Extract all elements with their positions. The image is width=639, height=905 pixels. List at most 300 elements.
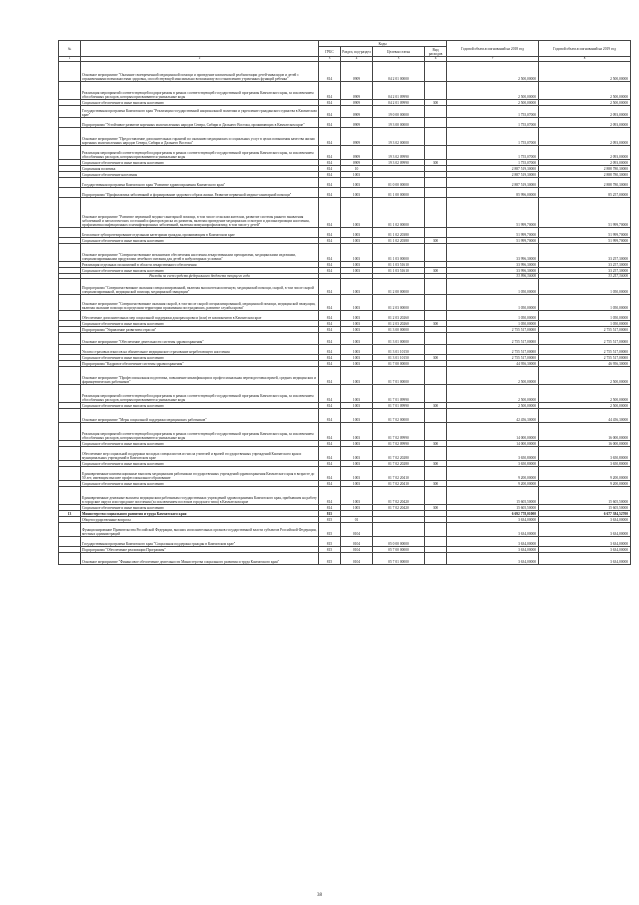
row-grbs: 814 [319, 228, 341, 238]
row-name: Социальное обеспечение и иные выплаты населению [81, 441, 319, 447]
row-amount-2018: 1 755,07000 [447, 118, 539, 128]
row-section: 1003 [341, 367, 373, 385]
row-section: 0909 [341, 62, 373, 82]
row-grbs: 815 [319, 547, 341, 553]
row-target: 19 3 02 09990 [373, 146, 425, 160]
row-grbs: 814 [319, 441, 341, 447]
row-expense-type: 300 [425, 461, 447, 467]
row-target: 01 7 01 09990 [373, 385, 425, 403]
row-grbs: 814 [319, 333, 341, 345]
page-number: 38 [317, 893, 322, 898]
row-amount-2019: 16 000,00000 [539, 441, 631, 447]
table-row [59, 146, 631, 160]
row-number [59, 487, 81, 505]
row-section: 1003 [341, 244, 373, 262]
row-grbs: 814 [319, 423, 341, 441]
row-section: 0909 [341, 118, 373, 128]
row-section: 1003 [341, 262, 373, 268]
row-number [59, 62, 81, 82]
row-expense-type [425, 198, 447, 228]
row-expense-type [425, 345, 447, 355]
row-amount-2019: 2 500,00000 [539, 62, 631, 82]
table-row [59, 106, 631, 118]
row-grbs: 814 [319, 505, 341, 511]
row-section: 1003 [341, 481, 373, 487]
row-number [59, 423, 81, 441]
row-name: Социальное обеспечение и иные выплаты населению [81, 403, 319, 409]
row-amount-2019: 1 050,00000 [539, 311, 631, 321]
row-name: Единовременные денежные выплаты медицинским работникам государственных учреждений здравоохранения Камчатского края, прибывшим на работу в городские округа или городские поселения (за исключением поселков городского типа) в Камчатском крае [81, 487, 319, 505]
row-name: Социальное обеспечение и иные выплаты населению [81, 160, 319, 166]
header-section: Раздел, под-раздел [341, 47, 373, 57]
row-amount-2018: 1 050,00000 [447, 295, 539, 311]
index-cell: 8 [539, 57, 631, 62]
header-grbs: ГРБС [319, 47, 341, 57]
row-expense-type [425, 62, 447, 82]
row-amount-2019: 2 093,00000 [539, 146, 631, 160]
row-section: 1003 [341, 279, 373, 295]
row-expense-type [425, 537, 447, 547]
row-number [59, 385, 81, 403]
row-name: Подпрограмма "Обеспечение реализации Программы" [81, 547, 319, 553]
row-amount-2018: 33 996,30000 [447, 274, 539, 279]
row-amount-2019: 2 755 517,00000 [539, 345, 631, 355]
table-row [59, 228, 631, 238]
row-section: 1003 [341, 238, 373, 244]
row-amount-2018: 2 887 519,30000 [447, 166, 539, 172]
row-target: 01 2 03 00000 [373, 295, 425, 311]
row-amount-2019: 1 050,00000 [539, 279, 631, 295]
table-row [59, 311, 631, 321]
row-expense-type: 300 [425, 238, 447, 244]
row-amount-2018: 3 650,80000 [447, 447, 539, 461]
row-name: Социальное обеспечение и иные выплаты населению [81, 461, 319, 467]
row-amount-2018: 15 605,50000 [447, 505, 539, 511]
row-number [59, 178, 81, 188]
row-expense-type [425, 467, 447, 481]
row-target: 01 7 02 20280 [373, 461, 425, 467]
row-amount-2019: 33 257,30000 [539, 262, 631, 268]
row-name: Основное мероприятие "Обеспечение деятельности системы здравоохранения" [81, 333, 319, 345]
row-name: Социальное обеспечение и иные выплаты населению [81, 505, 319, 511]
row-amount-2019: 2 093,00000 [539, 128, 631, 146]
row-expense-type [425, 333, 447, 345]
row-expense-type: 300 [425, 321, 447, 327]
row-target: 01 7 02 09990 [373, 423, 425, 441]
row-amount-2018: 2 500,00000 [447, 367, 539, 385]
row-name: Социальное обеспечение населения [81, 172, 319, 178]
row-amount-2019: 2 500,00000 [539, 82, 631, 100]
table-row [59, 447, 631, 461]
row-amount-2018: 14 000,00000 [447, 441, 539, 447]
row-number [59, 244, 81, 262]
row-amount-2018: 33 996,30000 [447, 262, 539, 268]
table-row [59, 333, 631, 345]
row-section: 0909 [341, 82, 373, 100]
row-amount-2018: 9 200,00000 [447, 481, 539, 487]
row-amount-2019: 2 888 780,30000 [539, 178, 631, 188]
row-amount-2018: 85 996,00000 [447, 188, 539, 198]
row-section: 1003 [341, 409, 373, 423]
header-expense-type: Вид расходов [425, 47, 447, 57]
row-section: 1003 [341, 423, 373, 441]
row-name: Социальное обеспечение и иные выплаты населению [81, 355, 319, 361]
row-amount-2019: 3 634,00000 [539, 517, 631, 523]
header-target: Целевая статья [373, 47, 425, 57]
row-grbs: 814 [319, 409, 341, 423]
row-grbs: 814 [319, 311, 341, 321]
row-target: 01 1 00 00000 [373, 188, 425, 198]
row-grbs: 814 [319, 295, 341, 311]
row-expense-type [425, 146, 447, 160]
row-amount-2018: 1 755,07000 [447, 106, 539, 118]
row-amount-2019: 46 956,30000 [539, 361, 631, 367]
row-name: Социальное обеспечение и иные выплаты населению [81, 268, 319, 274]
row-name: Расходы за счет средств федерального бюджета текущего года [81, 274, 319, 279]
row-target: 19 3 02 09990 [373, 160, 425, 166]
row-expense-type [425, 523, 447, 537]
row-expense-type [425, 553, 447, 565]
row-name: Подпрограмма "Профилактика заболеваний и формирование здорового образа жизни. Развитие первичной медико-санитарной помощи" [81, 188, 319, 198]
row-section: 1003 [341, 461, 373, 467]
row-expense-type [425, 228, 447, 238]
table-row [59, 198, 631, 228]
table-row [59, 188, 631, 198]
row-section: 0104 [341, 523, 373, 537]
row-amount-2019: 85 257,00000 [539, 188, 631, 198]
row-expense-type [425, 118, 447, 128]
row-amount-2019: 2 500,00000 [539, 367, 631, 385]
row-amount-2018: 2 887 519,30000 [447, 172, 539, 178]
row-section: 1003 [341, 172, 373, 178]
row-amount-2018: 44 956,30000 [447, 361, 539, 367]
row-target: 01 7 01 09990 [373, 403, 425, 409]
row-name: Реализация мероприятий соответствующей подпрограммы в рамках соответствующей государственной программы Камчатского края, за исключением обособленных расходов, которым присваиваются уникальные коды [81, 146, 319, 160]
row-expense-type [425, 311, 447, 321]
row-amount-2018: 2 755 517,00000 [447, 327, 539, 333]
budget-table-container [58, 40, 630, 565]
row-expense-type: 300 [425, 505, 447, 511]
row-grbs: 814 [319, 178, 341, 188]
row-number [59, 228, 81, 238]
row-section: 1003 [341, 188, 373, 198]
row-grbs: 814 [319, 100, 341, 106]
row-expense-type [425, 82, 447, 100]
row-amount-2019: 33 257,30000 [539, 268, 631, 274]
row-number [59, 106, 81, 118]
row-target: 01 7 00 00000 [373, 361, 425, 367]
row-name: Подпрограмма "Совершенствование оказания специализированной, включая высокотехнологичную, медицинской помощи, скорой, в том числе скорой специализированной, медицинской помощи, медицинской эвакуации" [81, 279, 319, 295]
row-amount-2018: 2 500,00000 [447, 403, 539, 409]
row-number [59, 447, 81, 461]
row-section: 0104 [341, 537, 373, 547]
row-section: 1003 [341, 228, 373, 238]
row-amount-2018: 6 692 778,01000 [447, 511, 539, 517]
row-name: Обеспечение дополнительных мер социальной поддержки донорам крови и (или) ее компонентов в Камчатском крае [81, 311, 319, 321]
row-section: 1003 [341, 333, 373, 345]
row-number [59, 295, 81, 311]
table-row [59, 409, 631, 423]
row-amount-2019: 2 755 517,00000 [539, 327, 631, 333]
row-amount-2018: 3 634,00000 [447, 553, 539, 565]
table-row [59, 279, 631, 295]
row-expense-type: 300 [425, 160, 447, 166]
row-section: 0909 [341, 100, 373, 106]
row-name: Уплата страховых взносов на обязательное медицинское страхование неработающего населения [81, 345, 319, 355]
header-codes: Коды [319, 41, 447, 47]
row-target: 19 3 02 00000 [373, 128, 425, 146]
row-amount-2019: 51 999,70000 [539, 198, 631, 228]
row-number [59, 82, 81, 100]
table-body [59, 62, 631, 565]
row-name: Основное мероприятие "Развитие первичной медико-санитарной помощи, в том числе сельским жителям, развитие системы раннего выявления заболеваний и патологических состояний и факторов риска их развития, включая проведение медицинских осмотров и диспансеризации населения, профилактика инфекционных и неинфекционных заболеваний, включая иммунопрофилактику, в том числе у детей" [81, 198, 319, 228]
row-amount-2018: 1 755,07000 [447, 146, 539, 160]
row-amount-2019: 33 257,30000 [539, 274, 631, 279]
row-number [59, 553, 81, 565]
row-section: 1003 [341, 385, 373, 403]
row-number [59, 146, 81, 160]
row-target: 01 1 02 20380 [373, 228, 425, 238]
row-section: 1003 [341, 361, 373, 367]
row-name: Министерство социального развития и труда Камчатского края [81, 511, 319, 517]
table-row [59, 487, 631, 505]
row-number [59, 467, 81, 481]
row-name: Единовременные компенсационные выплаты медицинским работникам государственных учреждений здравоохранения Камчатского края в возрасте до 50 лет, имеющим высшее профессиональное образование [81, 467, 319, 481]
row-section: 1003 [341, 487, 373, 505]
row-target: 01 7 02 00000 [373, 409, 425, 423]
row-amount-2018: 14 000,00000 [447, 423, 539, 441]
row-expense-type [425, 128, 447, 146]
row-target: 01 7 02 20280 [373, 447, 425, 461]
index-cell: 6 [425, 57, 447, 62]
row-amount-2018: 9 200,00000 [447, 467, 539, 481]
row-amount-2018: 1 050,00000 [447, 279, 539, 295]
header-num: № [59, 41, 81, 57]
row-grbs: 814 [319, 321, 341, 327]
row-target: 01 1 02 20380 [373, 238, 425, 244]
row-target: 01 3 01 10150 [373, 355, 425, 361]
row-section: 1003 [341, 321, 373, 327]
row-target: 01 0 00 00000 [373, 178, 425, 188]
row-number [59, 118, 81, 128]
row-amount-2019: 3 634,00000 [539, 537, 631, 547]
row-name: Основное мероприятие "Совершенствование оказания скорой, в том числе скорой специализированной, медицинской помощи, медицинской эвакуации, включая оказание помощи за пределами территории проживания пострадавших, развитие службы крови" [81, 295, 319, 311]
row-amount-2019: 2 755 517,00000 [539, 333, 631, 345]
row-section: 1003 [341, 403, 373, 409]
row-amount-2019: 2 888 780,30000 [539, 166, 631, 172]
row-expense-type: 300 [425, 441, 447, 447]
row-name: Государственная программа Камчатского края "Развитие здравоохранения Камчатского края" [81, 178, 319, 188]
row-name: Реализация мероприятий соответствующей подпрограммы в рамках соответствующей государственной программы Камчатского края, за исключением обособленных расходов, которым присваиваются уникальные коды [81, 423, 319, 441]
row-grbs: 814 [319, 82, 341, 100]
row-grbs: 814 [319, 345, 341, 355]
row-amount-2019: 15 605,50000 [539, 487, 631, 505]
row-amount-2018: 1 050,00000 [447, 321, 539, 327]
row-amount-2019: 1 050,00000 [539, 295, 631, 311]
row-name: Обеспечение мер социальной поддержки молодых специалистов из числа учителей и врачей государственных учреждений Камчатского края и муниципальных учреждений в Камчатском крае [81, 447, 319, 461]
row-amount-2019: 2 093,00000 [539, 160, 631, 166]
row-amount-2018: 51 999,70000 [447, 198, 539, 228]
row-section: 0104 [341, 553, 373, 565]
row-name: Бесплатное зубопротезирование отдельным категориям граждан, проживающим в Камчатском крае [81, 228, 319, 238]
row-amount-2018: 3 634,00000 [447, 517, 539, 523]
row-name: Реализация мероприятий соответствующей подпрограммы в рамках соответствующей государственной программы Камчатского края, за исключением обособленных расходов, которым присваиваются уникальные коды [81, 82, 319, 100]
row-section: 1003 [341, 198, 373, 228]
row-target: 01 7 01 00000 [373, 367, 425, 385]
row-amount-2019: 33 257,30000 [539, 244, 631, 262]
row-number [59, 345, 81, 355]
row-target: 01 7 02 20410 [373, 467, 425, 481]
row-target: 01 7 02 09990 [373, 441, 425, 447]
table-row [59, 118, 631, 128]
table-row [59, 295, 631, 311]
row-expense-type [425, 106, 447, 118]
row-grbs: 815 [319, 511, 341, 517]
row-expense-type [425, 385, 447, 403]
row-grbs: 814 [319, 481, 341, 487]
row-section: 1003 [341, 447, 373, 461]
row-target [373, 523, 425, 537]
index-cell: 2 [81, 57, 319, 62]
index-cell: 5 [373, 57, 425, 62]
row-expense-type [425, 188, 447, 198]
row-amount-2019: 3 650,80000 [539, 461, 631, 467]
row-section: 1003 [341, 345, 373, 355]
row-grbs: 814 [319, 487, 341, 505]
row-name: Социальное обеспечение и иные выплаты населению [81, 321, 319, 327]
row-grbs: 814 [319, 244, 341, 262]
row-grbs: 814 [319, 279, 341, 295]
row-target: 19 3 00 00000 [373, 118, 425, 128]
row-amount-2018: 33 996,30000 [447, 268, 539, 274]
row-amount-2019: 9 200,00000 [539, 481, 631, 487]
row-amount-2018: 2 755 517,00000 [447, 345, 539, 355]
row-expense-type [425, 244, 447, 262]
row-amount-2019: 1 050,00000 [539, 321, 631, 327]
row-name: Основное мероприятие "Оказание своевременной медицинской помощи и проведение комплексной реабилитации детей-инвалидов и детей с ограниченными возможностями здоровья, способствующей максимально возможному восстановлению утраченных функций ребенка" [81, 62, 319, 82]
row-grbs: 814 [319, 367, 341, 385]
row-target: 01 1 02 00000 [373, 198, 425, 228]
row-grbs: 815 [319, 523, 341, 537]
row-amount-2019: 2 093,00000 [539, 118, 631, 128]
row-name: Основное мероприятие "Предоставление дополнительных гарантий по оказанию медицинских и социальных услуг в целях повышения качества жизни коренных малочисленных народов Севера, Сибири и Дальнего Востока" [81, 128, 319, 146]
row-grbs: 814 [319, 355, 341, 361]
row-amount-2019: 6 677 384,52700 [539, 511, 631, 517]
row-grbs: 815 [319, 553, 341, 565]
row-expense-type: 300 [425, 100, 447, 106]
row-target: 01 1 03 51610 [373, 262, 425, 268]
row-amount-2019: 2 888 780,30000 [539, 172, 631, 178]
table-row [59, 537, 631, 547]
header-2019: Годовой объем ассигнований на 2019 год [539, 41, 631, 57]
row-amount-2019: 2 500,00000 [539, 385, 631, 403]
row-grbs: 814 [319, 160, 341, 166]
row-target: 01 2 03 20260 [373, 321, 425, 327]
row-name: Социальное обеспечение и иные выплаты населению [81, 100, 319, 106]
row-grbs: 814 [319, 198, 341, 228]
row-amount-2018: 15 605,50000 [447, 487, 539, 505]
row-grbs: 815 [319, 537, 341, 547]
row-number [59, 279, 81, 295]
row-target: 01 3 01 00000 [373, 333, 425, 345]
row-name: Общегосударственные вопросы [81, 517, 319, 523]
row-grbs: 814 [319, 403, 341, 409]
row-section: 10 [341, 166, 373, 172]
row-grbs: 814 [319, 62, 341, 82]
row-grbs: 814 [319, 238, 341, 244]
row-number [59, 311, 81, 321]
row-expense-type [425, 279, 447, 295]
table-row [59, 345, 631, 355]
row-amount-2018: 51 999,70000 [447, 238, 539, 244]
row-number [59, 537, 81, 547]
row-target: 01 3 01 10150 [373, 345, 425, 355]
row-expense-type [425, 409, 447, 423]
row-target: 05 0 00 00000 [373, 537, 425, 547]
row-section: 1003 [341, 178, 373, 188]
row-amount-2018: 3 634,00000 [447, 523, 539, 537]
row-expense-type [425, 447, 447, 461]
row-name: Государственная программа Камчатского края "Социальная поддержка граждан в Камчатском крае" [81, 537, 319, 547]
table-row [59, 553, 631, 565]
row-grbs: 814 [319, 118, 341, 128]
table-row [59, 62, 631, 82]
row-name: Основное мероприятие "Финансовое обеспечение деятельности Министерства социального развития и труда Камчатского края" [81, 553, 319, 565]
table-row [59, 367, 631, 385]
row-name: Основное мероприятие "Профессиональная подготовка, повышение квалификации и профессиональная переподготовка врачей, средних медицинских и фармацевтических работников" [81, 367, 319, 385]
row-amount-2019: 15 605,50000 [539, 505, 631, 511]
row-target: 05 7 01 00000 [373, 553, 425, 565]
row-amount-2019: 3 634,00000 [539, 523, 631, 537]
row-grbs: 814 [319, 327, 341, 333]
row-amount-2019: 44 456,30000 [539, 409, 631, 423]
table-row [59, 385, 631, 403]
row-name: Социальное обеспечение и иные выплаты населению [81, 481, 319, 487]
row-number [59, 128, 81, 146]
row-amount-2019: 51 999,70000 [539, 228, 631, 238]
row-name: Подпрограмма "Управление развитием отрасли" [81, 327, 319, 333]
row-section: 0909 [341, 146, 373, 160]
row-name: Государственная программа Камчатского края "Реализация государственной национальной политики и укрепление гражданского единства в Камчатском крае" [81, 106, 319, 118]
table-row [59, 423, 631, 441]
row-grbs: 814 [319, 188, 341, 198]
row-number [59, 523, 81, 537]
row-target: 04 2 01 09990 [373, 82, 425, 100]
header-name [81, 41, 319, 57]
row-number [59, 367, 81, 385]
table-row [59, 178, 631, 188]
row-number [59, 188, 81, 198]
row-name: Подпрограмма "Кадровое обеспечение системы здравоохранения" [81, 361, 319, 367]
row-section: 0909 [341, 128, 373, 146]
table-row [59, 523, 631, 537]
row-target: 01 7 02 20420 [373, 505, 425, 511]
index-cell: 4 [341, 57, 373, 62]
row-amount-2018: 2 500,00000 [447, 385, 539, 403]
row-name: Социальная политика [81, 166, 319, 172]
row-section: 1003 [341, 355, 373, 361]
table-row [59, 467, 631, 481]
row-amount-2019: 3 650,80000 [539, 447, 631, 461]
row-amount-2019: 2 093,00000 [539, 106, 631, 118]
row-target: 04 2 01 00000 [373, 62, 425, 82]
row-expense-type [425, 367, 447, 385]
row-target: 01 2 03 20260 [373, 311, 425, 321]
row-number [59, 198, 81, 228]
row-amount-2019: 3 634,00000 [539, 553, 631, 565]
row-name: Реализация отдельных полномочий в области лекарственного обеспечения [81, 262, 319, 268]
row-section: 1003 [341, 467, 373, 481]
